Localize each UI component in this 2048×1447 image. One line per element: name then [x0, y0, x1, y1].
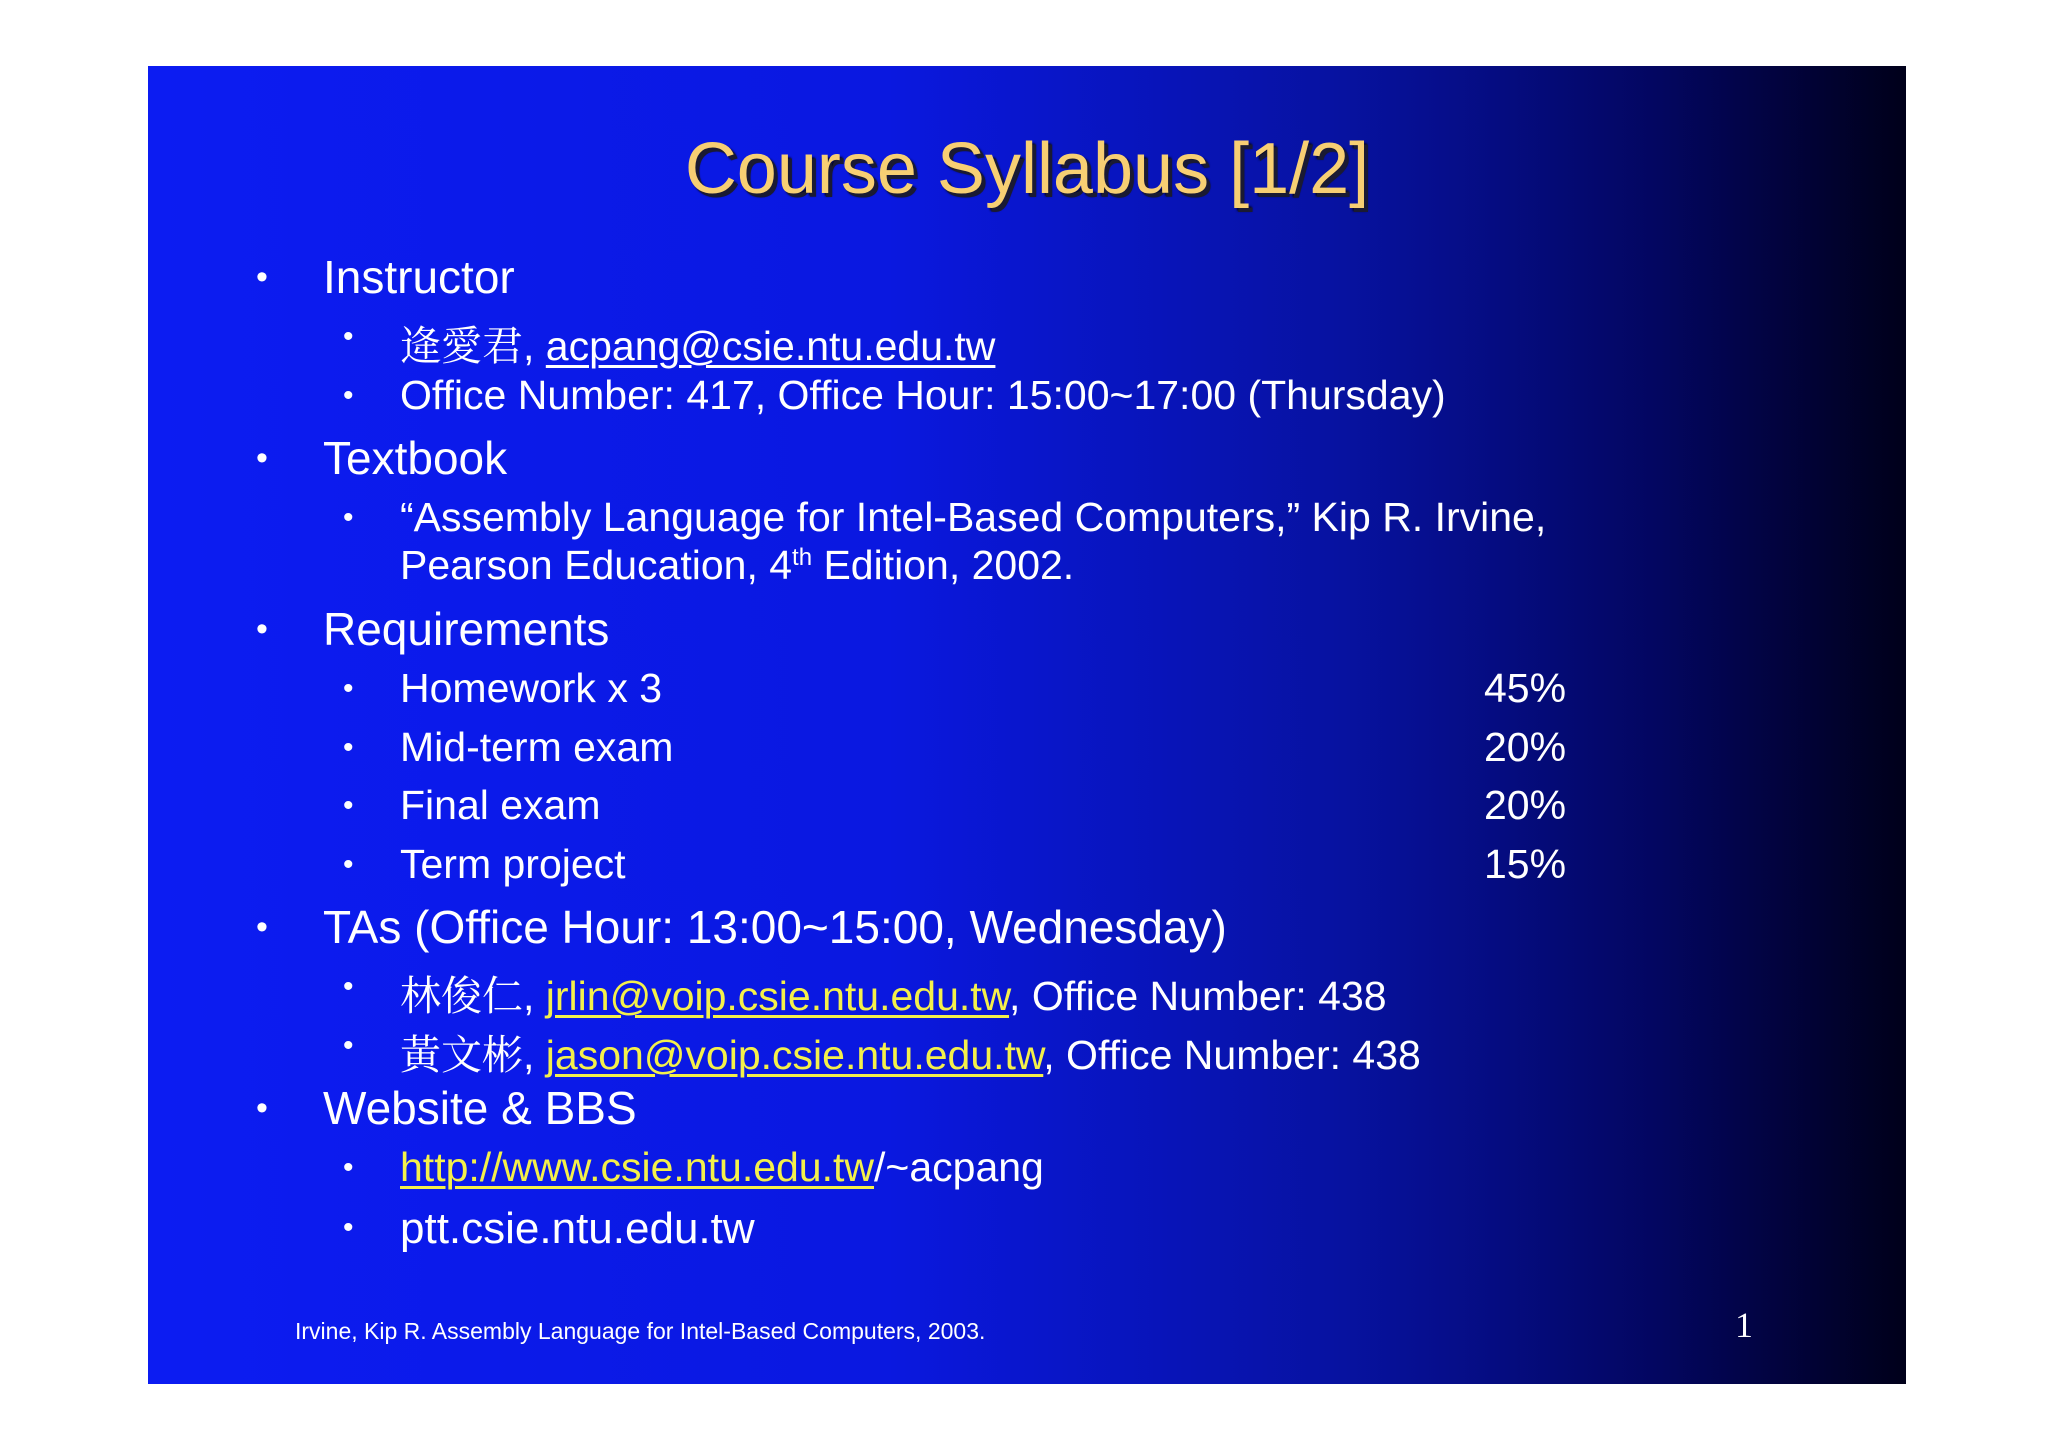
website-heading: Website & BBS: [323, 1082, 637, 1134]
bullet-icon: •: [343, 731, 354, 764]
textbook-line1: “Assembly Language for Intel-Based Computers,” Kip R. Irvine,: [400, 494, 1547, 540]
textbook-line2-suffix: Edition, 2002.: [812, 542, 1075, 588]
bullet-icon: •: [256, 258, 268, 296]
page-number: 1: [1735, 1305, 1753, 1345]
requirement-label: Mid-term exam: [400, 724, 674, 770]
textbook-edition-sup: th: [792, 544, 813, 571]
bullet-icon: •: [256, 908, 268, 946]
bullet-icon: •: [343, 1211, 354, 1244]
bbs-address: ptt.csie.ntu.edu.tw: [400, 1204, 755, 1253]
requirement-weight: 20%: [1484, 782, 1567, 828]
requirement-label: Final exam: [400, 782, 601, 828]
tas-heading: TAs (Office Hour: 13:00~15:00, Wednesday): [323, 901, 1227, 953]
instructor-email-link[interactable]: acpang@csie.ntu.edu.tw: [545, 323, 996, 369]
textbook-line2-prefix: Pearson Education, 4: [400, 542, 793, 588]
ta-email-link[interactable]: jason@voip.csie.ntu.edu.tw: [545, 1032, 1044, 1078]
instructor-office: Office Number: 417, Office Hour: 15:00~17:00 (Thursday): [400, 372, 1446, 418]
bullet-icon: •: [343, 1151, 354, 1184]
bullet-icon: •: [343, 672, 354, 705]
bullet-icon: •: [343, 501, 354, 534]
requirements-heading: Requirements: [323, 603, 610, 655]
slide-title: Course Syllabus [1/2]: [684, 129, 1370, 209]
website-url-rest: /~acpang: [874, 1144, 1044, 1190]
requirement-weight: 20%: [1484, 724, 1567, 770]
bullet-icon: •: [256, 1089, 268, 1127]
website-url-link[interactable]: http://www.csie.ntu.edu.tw: [400, 1144, 875, 1190]
ta-entry: 林俊仁, jrlin@voip.csie.ntu.edu.tw, Office Number: 438: [400, 972, 1387, 1020]
bullet-icon: •: [343, 848, 354, 881]
requirement-label: Term project: [400, 841, 626, 887]
textbook-heading: Textbook: [323, 432, 508, 484]
ta-name: 林俊仁: [400, 972, 523, 1020]
website-url: [400, 1144, 1044, 1191]
instructor-name: 逄愛君: [400, 322, 523, 370]
bullet-icon: •: [256, 610, 268, 648]
bullet-icon: •: [256, 439, 268, 477]
bullet-icon: •: [343, 1029, 354, 1062]
ta-email-link[interactable]: jrlin@voip.csie.ntu.edu.tw: [545, 973, 1010, 1019]
instructor-contact: 逄愛君, acpang@csie.ntu.edu.tw: [400, 322, 996, 370]
bullet-icon: •: [343, 320, 354, 353]
requirement-weight: 45%: [1484, 665, 1567, 711]
bullet-icon: •: [343, 379, 354, 412]
requirement-label: Homework x 3: [400, 665, 663, 711]
ta-entry: 黃文彬, jason@voip.csie.ntu.edu.tw, Office Number: 438: [400, 1031, 1421, 1079]
footnote: Irvine, Kip R. Assembly Language for Intel-Based Computers, 2003.: [295, 1318, 986, 1344]
ta-office: , Office Number: 438: [1009, 973, 1387, 1019]
ta-name: 黃文彬: [400, 1031, 523, 1079]
ta-office: , Office Number: 438: [1043, 1032, 1421, 1078]
requirement-weight: 15%: [1484, 841, 1567, 887]
bullet-icon: •: [343, 970, 354, 1003]
textbook-line2: [400, 542, 1074, 589]
bullet-icon: •: [343, 789, 354, 822]
instructor-heading: Instructor: [323, 251, 515, 303]
slide: [148, 66, 1906, 1384]
